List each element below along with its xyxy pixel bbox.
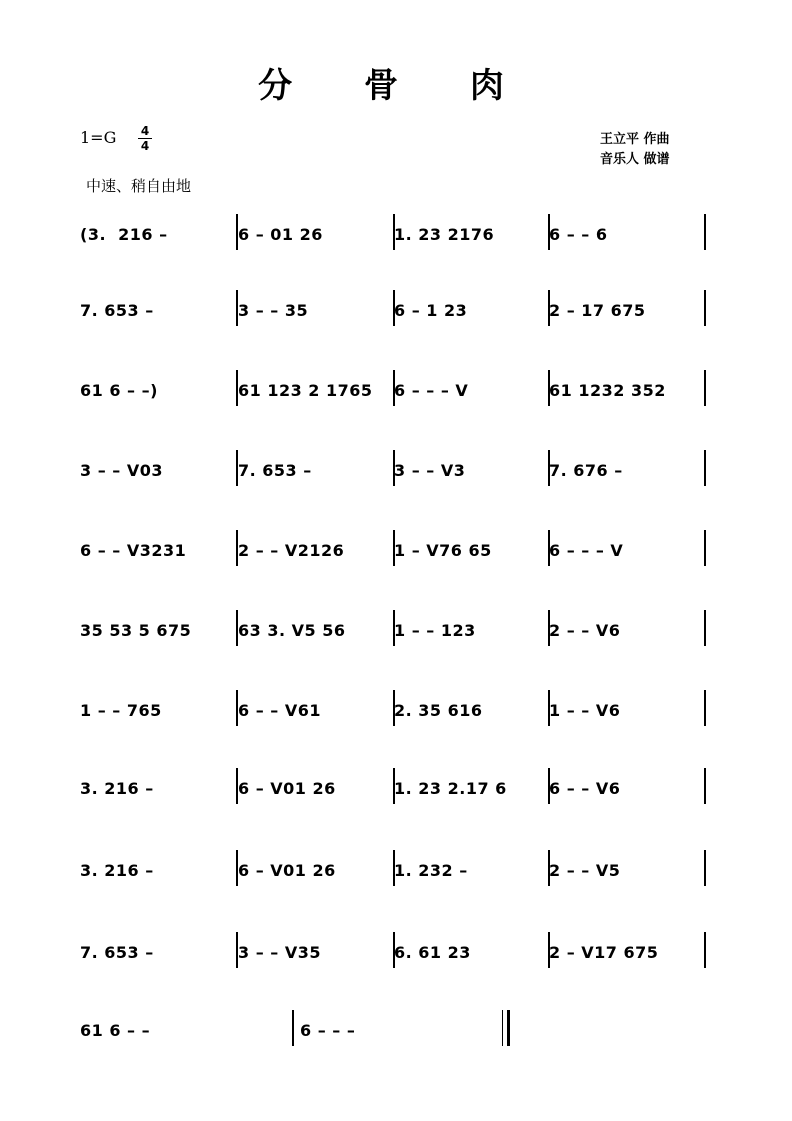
bar-line bbox=[704, 690, 706, 726]
measure-notes: 2. 35 616 bbox=[394, 701, 483, 720]
measure bbox=[549, 290, 704, 326]
measure bbox=[549, 932, 704, 968]
score-row bbox=[80, 850, 710, 890]
measure-notes: 61 1232 352 bbox=[549, 381, 666, 400]
measure bbox=[549, 530, 704, 566]
measure bbox=[80, 530, 240, 566]
measure bbox=[80, 370, 240, 406]
measure-notes: 7. 653 – bbox=[238, 461, 312, 480]
measure bbox=[238, 768, 394, 804]
measure bbox=[394, 214, 549, 250]
measure bbox=[238, 214, 394, 250]
measure-notes: 6 – – – V bbox=[394, 381, 469, 400]
score-row bbox=[80, 214, 710, 254]
score-row bbox=[80, 370, 710, 410]
measure bbox=[549, 370, 704, 406]
bar-line bbox=[704, 450, 706, 486]
measure bbox=[80, 214, 240, 250]
score-row bbox=[80, 1010, 710, 1050]
score-row bbox=[80, 530, 710, 570]
song-title: 分 骨 肉 bbox=[258, 66, 534, 106]
measure-notes: 35 53 5 675 bbox=[80, 621, 192, 640]
measure bbox=[80, 932, 240, 968]
bar-line bbox=[704, 214, 706, 250]
measure bbox=[80, 610, 240, 646]
measure-notes: 6 – – 6 bbox=[549, 225, 608, 244]
measure bbox=[549, 610, 704, 646]
measure-notes: 6 – V01 26 bbox=[238, 779, 336, 798]
score-row bbox=[80, 290, 710, 330]
measure-notes: 1 – – 765 bbox=[80, 701, 162, 720]
measure bbox=[394, 530, 549, 566]
bar-line bbox=[704, 768, 706, 804]
measure bbox=[394, 290, 549, 326]
measure-notes: 2 – – V2126 bbox=[238, 541, 345, 560]
measure bbox=[394, 450, 549, 486]
key-signature: 1=G bbox=[80, 128, 117, 147]
measure bbox=[80, 768, 240, 804]
score-row bbox=[80, 610, 710, 650]
score-row bbox=[80, 932, 710, 972]
measure bbox=[549, 850, 704, 886]
measure bbox=[549, 768, 704, 804]
measure-notes: 1 – – V6 bbox=[549, 701, 621, 720]
measure bbox=[238, 370, 394, 406]
measure bbox=[80, 450, 240, 486]
measure bbox=[394, 850, 549, 886]
measure bbox=[238, 610, 394, 646]
measure-notes: 2 – – V5 bbox=[549, 861, 621, 880]
measure-notes: 3 – – V35 bbox=[238, 943, 321, 962]
measure-notes: 3. 216 – bbox=[80, 861, 154, 880]
measure-notes: 1. 232 – bbox=[394, 861, 468, 880]
measure-notes: 6 – – – bbox=[300, 1021, 356, 1040]
measure bbox=[549, 690, 704, 726]
measure-notes: 6 – – V6 bbox=[549, 779, 621, 798]
measure bbox=[394, 610, 549, 646]
bar-line bbox=[704, 530, 706, 566]
measure-notes: 3 – – V3 bbox=[394, 461, 466, 480]
measure bbox=[80, 290, 240, 326]
measure-notes: 63 3. V5 56 bbox=[238, 621, 346, 640]
measure-notes: 61 123 2 1765 bbox=[238, 381, 373, 400]
score-row bbox=[80, 450, 710, 490]
bar-line bbox=[292, 1010, 294, 1046]
measure-notes: 6. 61 23 bbox=[394, 943, 471, 962]
tempo-marking: 中速、稍自由地 bbox=[86, 177, 192, 195]
score-row bbox=[80, 768, 710, 808]
measure-notes: 3. 216 – bbox=[80, 779, 154, 798]
measure bbox=[238, 530, 394, 566]
composer-credit: 王立平 作曲 bbox=[600, 132, 670, 147]
bar-line bbox=[704, 370, 706, 406]
measure-notes: 6 – – – V bbox=[549, 541, 624, 560]
measure bbox=[80, 850, 240, 886]
measure-notes: 3 – – V03 bbox=[80, 461, 163, 480]
measure-notes: 1. 23 2176 bbox=[394, 225, 495, 244]
measure-notes: 2 – V17 675 bbox=[549, 943, 659, 962]
measure-notes: 2 – – V6 bbox=[549, 621, 621, 640]
measure bbox=[394, 690, 549, 726]
score-row bbox=[80, 690, 710, 730]
measure-notes: 7. 653 – bbox=[80, 301, 154, 320]
measure-notes: 61 6 – – bbox=[80, 1021, 151, 1040]
time-signature-top: 4 bbox=[140, 124, 150, 138]
measure-notes: 3 – – 35 bbox=[238, 301, 309, 320]
measure bbox=[549, 214, 704, 250]
final-bar-line bbox=[502, 1010, 510, 1046]
measure bbox=[80, 1010, 290, 1046]
bar-line bbox=[704, 610, 706, 646]
measure-notes: (3. 216 – bbox=[80, 225, 168, 244]
measure bbox=[394, 370, 549, 406]
measure bbox=[238, 690, 394, 726]
bar-line bbox=[704, 850, 706, 886]
measure-notes: 6 – V01 26 bbox=[238, 861, 336, 880]
measure-notes: 1 – – 123 bbox=[394, 621, 476, 640]
measure bbox=[394, 932, 549, 968]
time-signature-bottom: 4 bbox=[138, 138, 152, 153]
measure bbox=[238, 290, 394, 326]
measure bbox=[238, 450, 394, 486]
measure bbox=[549, 450, 704, 486]
measure-notes: 1 – V76 65 bbox=[394, 541, 492, 560]
arranger-credit: 音乐人 做谱 bbox=[600, 152, 670, 167]
time-signature bbox=[138, 124, 152, 153]
measure-notes: 6 – 1 23 bbox=[394, 301, 468, 320]
measure-notes: 6 – – V3231 bbox=[80, 541, 187, 560]
measure bbox=[80, 690, 240, 726]
measure-notes: 7. 676 – bbox=[549, 461, 623, 480]
measure bbox=[238, 932, 394, 968]
measure-notes: 1. 23 2.17 6 bbox=[394, 779, 507, 798]
bar-line bbox=[704, 290, 706, 326]
measure-notes: 6 – 01 26 bbox=[238, 225, 323, 244]
measure-notes: 6 – – V61 bbox=[238, 701, 321, 720]
measure bbox=[238, 850, 394, 886]
measure-notes: 2 – 17 675 bbox=[549, 301, 646, 320]
measure-notes: 61 6 – –) bbox=[80, 381, 158, 400]
bar-line bbox=[704, 932, 706, 968]
measure bbox=[394, 768, 549, 804]
measure-notes: 7. 653 – bbox=[80, 943, 154, 962]
measure bbox=[300, 1010, 500, 1046]
